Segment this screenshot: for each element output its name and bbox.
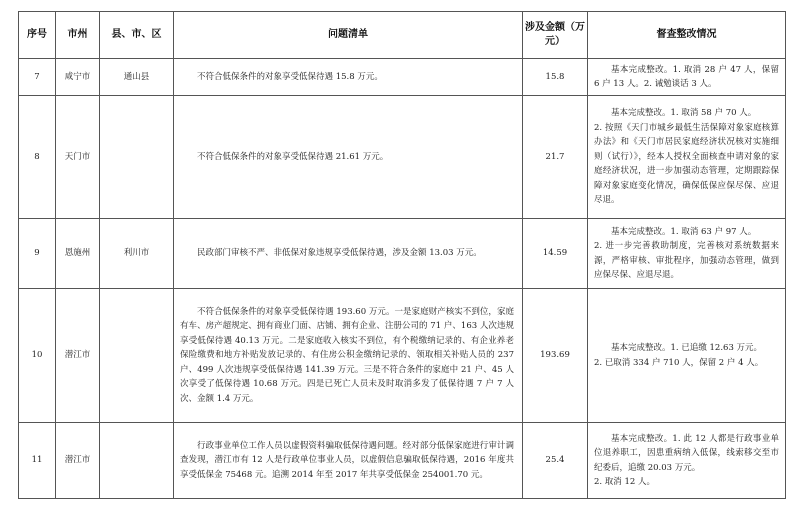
row-amount: 15.8 [523, 59, 588, 96]
row-county [100, 423, 174, 499]
row-rectify [588, 423, 786, 499]
row-no: 9 [19, 219, 56, 289]
row-problem: 民政部门审核不严、非低保对象违规享受低保待遇，涉及金额 13.03 万元。 [174, 219, 523, 289]
row-city: 潜江市 [56, 423, 100, 499]
rectify-line: 基本完成整改。1. 此 12 人都是行政事业单位退养职工，因患重病纳入低保，线索移交至市纪委后，追缴 20.03 万元。 [594, 433, 779, 473]
row-rectify [588, 289, 786, 423]
row-county: 通山县 [100, 59, 174, 96]
table-header-row [19, 12, 786, 59]
row-amount: 25.4 [523, 423, 588, 499]
row-county [100, 96, 174, 219]
row-rectify [588, 59, 786, 96]
row-amount: 193.69 [523, 289, 588, 423]
row-problem: 不符合低保条件的对象享受低保待遇 21.61 万元。 [174, 96, 523, 219]
row-city: 天门市 [56, 96, 100, 219]
rectify-line: 2. 已取消 334 户 710 人，保留 2 户 4 人。 [594, 357, 764, 368]
header-amount: 涉及金额（万元） [523, 12, 588, 59]
rectify-line: 基本完成整改。1. 取消 28 户 47 人，保留 6 户 13 人。2. 诫勉谈话 3 人。 [594, 64, 779, 89]
table-row [19, 219, 786, 289]
header-problem: 问题清单 [174, 12, 523, 59]
rectify-line: 基本完成整改。1. 取消 58 户 70 人。 [611, 108, 757, 119]
row-no: 10 [19, 289, 56, 423]
rectify-line: 基本完成整改。1. 取消 63 户 97 人。 [611, 226, 757, 237]
header-no: 序号 [19, 12, 56, 59]
row-no: 11 [19, 423, 56, 499]
document-page [18, 11, 785, 499]
table-row [19, 59, 786, 96]
header-rectify: 督查整改情况 [588, 12, 786, 59]
audit-table [18, 11, 786, 499]
row-no: 7 [19, 59, 56, 96]
row-rectify [588, 96, 786, 219]
header-city: 市州 [56, 12, 100, 59]
row-city: 恩施州 [56, 219, 100, 289]
rectify-line: 基本完成整改。1. 已追缴 12.63 万元。 [611, 343, 763, 353]
rectify-line: 2. 按照《天门市城乡最低生活保障对象家庭核算办法》和《天门市居民家庭经济状况核对实施细则（试行）》，经本人授权全面核查申请对象的家庭经济状况，进一步加强动态管理，定期跟踪保障对象家庭变化情况，确保低保应保尽保、应退尽退。 [594, 122, 779, 206]
row-problem: 行政事业单位工作人员以虚假资料骗取低保待遇问题。经对部分低保家庭进行审计调查发现，潜江市有 12 人是行政单位事业人员，以虚假信息骗取低保待遇，2016 年度共享受低保金 75468 元。追溯 2014 年至 2017 年共享受低保金 254001.70 元。 [174, 423, 523, 499]
table-row [19, 289, 786, 423]
row-amount: 14.59 [523, 219, 588, 289]
row-county [100, 289, 174, 423]
table-row [19, 96, 786, 219]
rectify-line: 2. 取消 12 人。 [594, 477, 656, 487]
row-rectify [588, 219, 786, 289]
row-problem: 不符合低保条件的对象享受低保待遇 193.60 万元。一是家庭财产核实不到位，家庭有车、房产超规定、拥有商业门面、店铺、拥有企业、注册公司的 71 户、163 人次违规享受低保待遇 40.13 万元。二是家庭收入核实不到位，有个税缴纳记录的、有企业养老保险缴费和地方补贴发放记录的、有住房公积金缴纳记录的、领取相关补贴人员的 237 户、499 人次违规享受低保待遇 141.39 万元。三是不符合条件的家庭中 21 户、45 人次享受了低保待遇 10.68 万元。四是已死亡人员未及时取消多发了低保待遇 7 户 7 人次、金额 1.4 万元。 [174, 289, 523, 423]
rectify-line: 2. 进一步完善救助制度，完善核对系统数据来源，严格审核、审批程序，加强动态管理，做到应保尽保、应退尽退。 [594, 241, 779, 280]
header-county: 县、市、区 [100, 12, 174, 59]
table-row [19, 423, 786, 499]
row-city: 咸宁市 [56, 59, 100, 96]
row-county: 利川市 [100, 219, 174, 289]
row-amount: 21.7 [523, 96, 588, 219]
row-no: 8 [19, 96, 56, 219]
row-city: 潜江市 [56, 289, 100, 423]
row-problem: 不符合低保条件的对象享受低保待遇 15.8 万元。 [174, 59, 523, 96]
